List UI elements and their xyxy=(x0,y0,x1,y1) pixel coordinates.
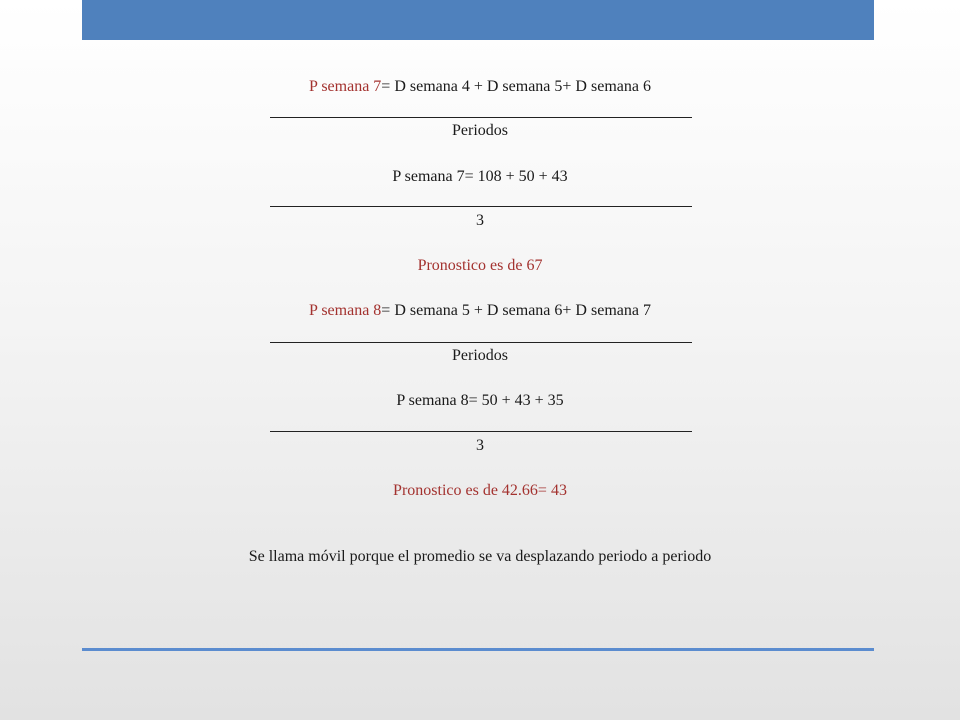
numeric-denominator: 3 xyxy=(476,212,484,229)
formula-week-7-terms: = D semana 4 + D semana 5+ D semana 6 xyxy=(381,78,651,95)
formula-week-7 xyxy=(0,77,960,97)
footer-rule xyxy=(82,648,874,651)
numeric-formula-week-8: P semana 8= 50 + 43 + 35 xyxy=(396,392,564,409)
formula-week-8-label: P semana 8 xyxy=(309,302,382,319)
numeric-denominator: 3 xyxy=(476,437,484,454)
explanation-note: Se llama móvil porque el promedio se va desplazando periodo a periodo xyxy=(248,548,712,565)
fraction-bar xyxy=(270,342,692,343)
forecast-result-week-7: Pronostico es de 67 xyxy=(417,257,543,274)
denominator-periods: Periodos xyxy=(452,347,508,364)
fraction-bar xyxy=(270,206,692,207)
formula-week-7-label: P semana 7 xyxy=(309,78,382,95)
forecast-result-week-8: Pronostico es de 42.66= 43 xyxy=(393,482,567,499)
fraction-bar xyxy=(270,117,692,118)
formula-week-8 xyxy=(0,301,960,321)
formula-week-8-terms: = D semana 5 + D semana 6+ D semana 7 xyxy=(381,302,651,319)
fraction-bar xyxy=(270,431,692,432)
numeric-formula-week-7: P semana 7= 108 + 50 + 43 xyxy=(392,168,568,185)
header-bar xyxy=(82,0,874,40)
denominator-periods: Periodos xyxy=(452,122,508,139)
